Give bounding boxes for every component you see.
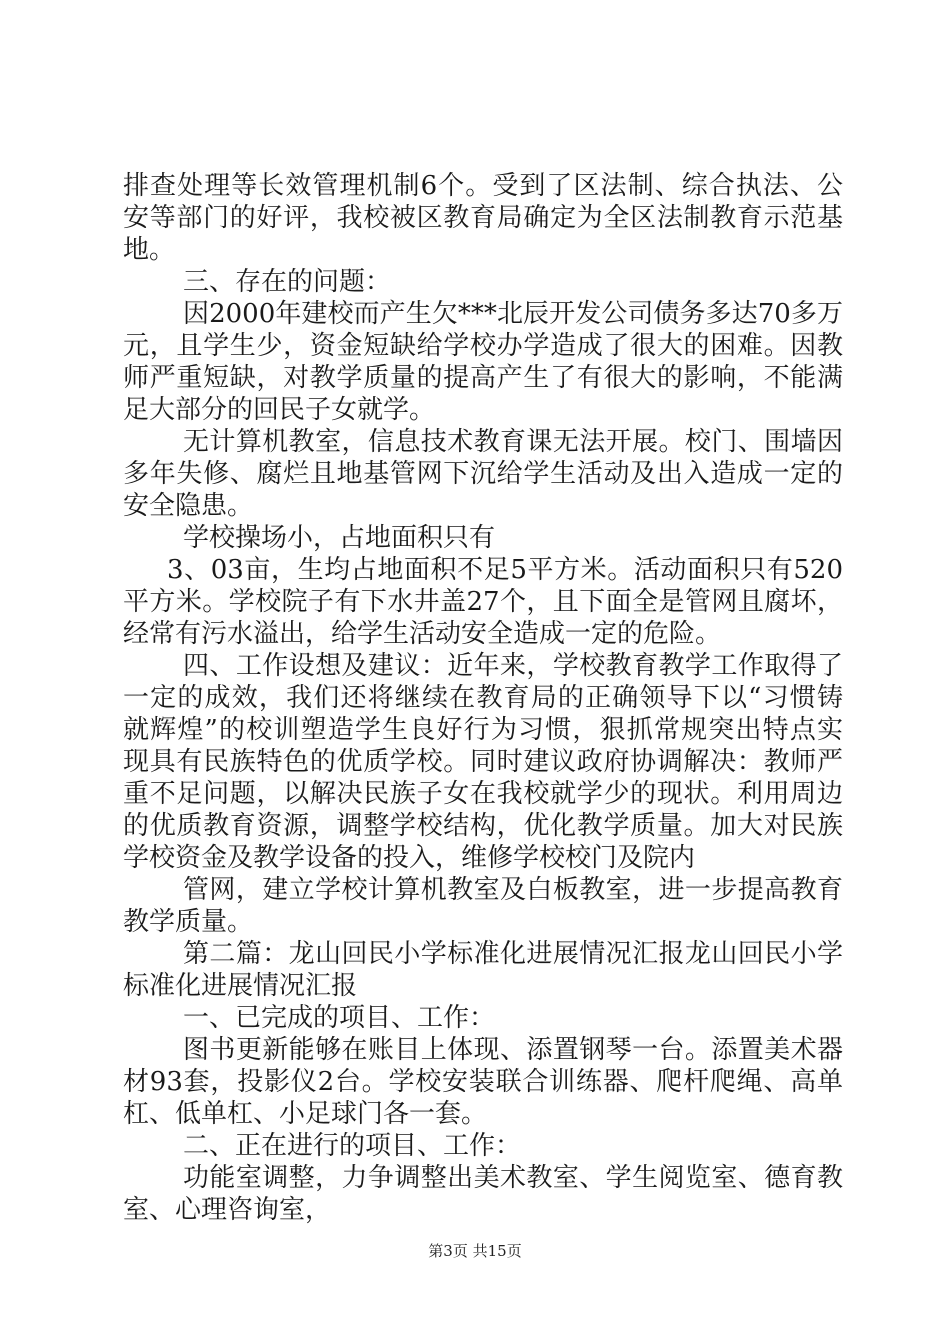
text-line: 图书更新能够在账目上体现、添置钢琴一台。添置美术器: [183, 1035, 843, 1065]
text-line: 第二篇：龙山回民小学标准化进展情况汇报龙山回民小学: [183, 939, 843, 969]
text-line: 二、正在进行的项目、工作：: [183, 1131, 522, 1161]
text-line: 杠、低单杠、小足球门各一套。: [123, 1099, 488, 1129]
text-line: 室、心理咨询室，: [123, 1195, 332, 1225]
page-number-footer: 第3页 共15页: [428, 1242, 522, 1260]
text-line: 一、已完成的项目、工作：: [183, 1003, 496, 1033]
text-line: 无计算机教室，信息技术教育课无法开展。校门、围墙因: [183, 427, 843, 457]
text-line: 经常有污水溢出，给学生活动安全造成一定的危险。: [123, 619, 722, 649]
text-line: 元，且学生少，资金短缺给学校办学造成了很大的困难。因教: [123, 331, 843, 361]
document-body: [123, 170, 843, 1226]
text-line: 地。: [123, 235, 176, 265]
text-line: 排查处理等长效管理机制6个。受到了区法制、综合执法、公: [123, 171, 843, 201]
text-line: 足大部分的回民子女就学。: [123, 395, 436, 425]
text-line: 学校操场小，占地面积只有: [183, 523, 496, 553]
text-line: 三、存在的问题：: [183, 267, 392, 297]
text-line: 因2000年建校而产生欠***北辰开发公司债务多达70多万: [183, 299, 843, 329]
text-line: 标准化进展情况汇报: [123, 971, 358, 1001]
text-line: 平方米。学校院子有下水井盖27个，且下面全是管网且腐坏，: [123, 587, 843, 617]
text-line: 3、03亩，生均占地面积不足5平方米。活动面积只有520: [167, 555, 843, 585]
text-line: 现具有民族特色的优质学校。同时建议政府协调解决：教师严: [123, 747, 843, 777]
text-line: 重不足问题，以解决民族子女在我校就学少的现状。利用周边: [123, 779, 843, 809]
text-line: 师严重短缺，对教学质量的提高产生了有很大的影响，不能满: [123, 363, 843, 393]
text-line: 的优质教育资源，调整学校结构，优化教学质量。加大对民族: [123, 811, 843, 841]
text-line: 安全隐患。: [123, 491, 254, 521]
text-line: 材93套，投影仪2台。学校安装联合训练器、爬杆爬绳、高单: [123, 1067, 843, 1097]
text-line: 就辉煌”的校训塑造学生良好行为习惯，狠抓常规突出特点实: [123, 715, 843, 745]
text-line: 一定的成效，我们还将继续在教育局的正确领导下以“习惯铸: [123, 683, 843, 713]
text-line: 管网，建立学校计算机教室及白板教室，进一步提高教育: [183, 875, 843, 905]
text-line: 四、工作设想及建议：近年来，学校教育教学工作取得了: [183, 651, 843, 681]
text-line: 功能室调整，力争调整出美术教室、学生阅览室、德育教: [183, 1163, 843, 1193]
text-line: 安等部门的好评，我校被区教育局确定为全区法制教育示范基: [123, 203, 843, 233]
text-line: 教学质量。: [123, 907, 254, 937]
text-line: 学校资金及教学设备的投入，维修学校校门及院内: [123, 843, 696, 873]
text-line: 多年失修、腐烂且地基管网下沉给学生活动及出入造成一定的: [123, 459, 843, 489]
